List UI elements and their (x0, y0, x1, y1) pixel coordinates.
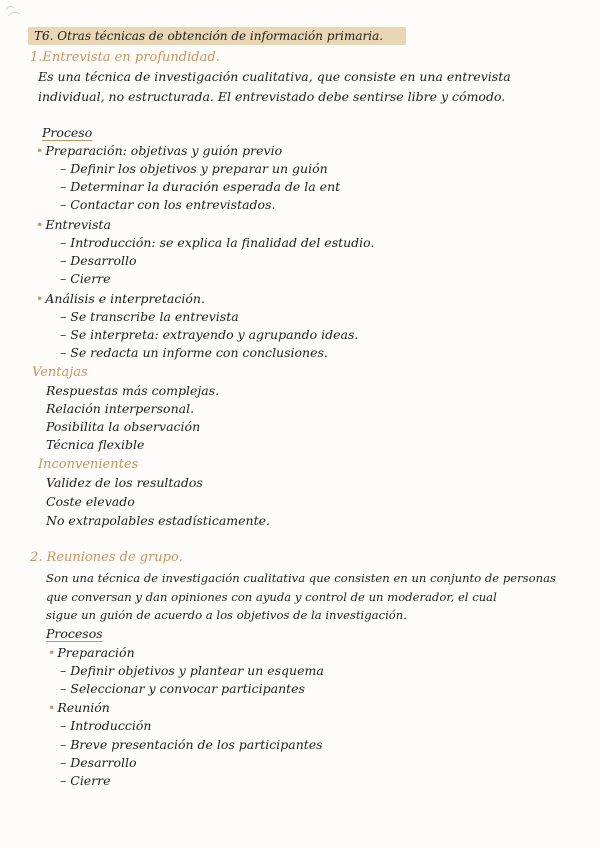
bullet-dot-icon: • (36, 217, 44, 232)
list-item: – Se redacta un informe con conclusiones. (60, 345, 328, 360)
list-item: – Introducción: se explica la finalidad del estudio. (60, 235, 375, 250)
list-item: – Desarrollo (60, 755, 137, 770)
list-item: – Cierre (60, 773, 111, 788)
list-item: No extrapolables estadísticamente. (46, 513, 270, 528)
list-item: – Breve presentación de los participantes (60, 737, 323, 752)
list-item: Posibilita la observación (46, 419, 201, 434)
section2-intro-line2: que conversan y dan opiniones con ayuda y control de un moderador, el cual (46, 590, 497, 604)
section2-prep-label: • Preparación (48, 645, 135, 660)
section1-analisis-label: • Análisis e interpretación. (36, 291, 205, 306)
page-corner-mark-icon (4, 2, 24, 22)
section2-intro-line1: Son una técnica de investigación cualitativa que consisten en un conjunto de personas (46, 571, 556, 585)
list-item: – Definir objetivos y plantear un esquema (60, 663, 324, 678)
section1-intro-line1: Es una técnica de investigación cualitativa, que consiste en una entrevista (38, 69, 511, 84)
bullet-dot-icon: • (36, 291, 44, 306)
list-item: – Contactar con los entrevistados. (60, 197, 276, 212)
list-item: Validez de los resultados (46, 475, 203, 490)
list-item: – Cierre (60, 271, 111, 286)
list-item: – Introducción (60, 718, 152, 733)
section2-intro-line3: sigue un guión de acuerdo a los objetivos de la investigación. (46, 608, 407, 622)
section2-procesos-label: Procesos (46, 626, 103, 641)
section1-entrevista-label: • Entrevista (36, 217, 111, 232)
list-item: – Determinar la duración esperada de la ent (60, 179, 341, 194)
section1-intro-line2: individual, no estructurada. El entrevistado debe sentirse libre y cómodo. (38, 89, 506, 104)
list-item: – Desarrollo (60, 253, 137, 268)
section2-reunion-label: • Reunión (48, 700, 110, 715)
bullet-dot-icon: • (48, 700, 56, 715)
list-item: Respuestas más complejas. (46, 383, 220, 398)
bullet-dot-icon: • (36, 143, 44, 158)
list-item: Relación interpersonal. (46, 401, 195, 416)
section1-inconvenientes-label: Inconvenientes (38, 457, 139, 472)
section1-heading: 1.Entrevista en profundidad. (30, 50, 220, 65)
page-title: T6. Otras técnicas de obtención de información primaria. (34, 29, 384, 43)
list-item: – Se transcribe la entrevista (60, 309, 239, 324)
section1-prep-label (36, 143, 282, 159)
section2-heading: 2. Reuniones de grupo. (30, 550, 183, 565)
section1-proceso-label: Proceso (42, 125, 93, 140)
section1-ventajas-label: Ventajas (32, 365, 88, 380)
prep-label-text: Preparación: objetivas y guión previo (45, 143, 283, 158)
list-item: Coste elevado (46, 494, 135, 509)
bullet-dot-icon: • (48, 645, 56, 660)
list-item: Técnica flexible (46, 437, 145, 452)
list-item: – Se interpreta: extrayendo y agrupando ideas. (60, 327, 359, 342)
list-item: – Seleccionar y convocar participantes (60, 681, 305, 696)
list-item: – Definir los objetivos y preparar un guión (60, 161, 328, 176)
